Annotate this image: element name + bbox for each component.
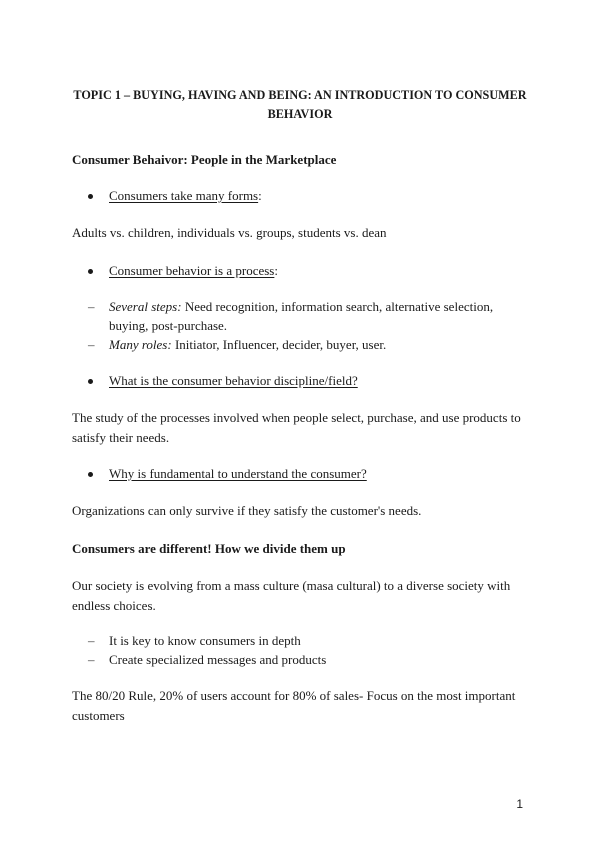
dash-marker: – (88, 299, 95, 314)
paragraph-80-20-rule: The 80/20 Rule, 20% of users account for 80% of sales- Focus on the most important customers (72, 688, 516, 723)
dash-item-text: Many roles: Initiator, Influencer, decider, buyer, user. (109, 337, 387, 352)
bullet-dot (88, 269, 93, 274)
paragraph-organizations-survive: Organizations can only survive if they satisfy the customer's needs. (72, 503, 422, 518)
bullet-dot (88, 379, 93, 384)
dash-item-text: Several steps: Need recognition, information search, alternative selection, buying, post-purchase. (109, 299, 494, 333)
dash-marker: – (88, 337, 95, 352)
document-title: TOPIC 1 – BUYING, HAVING AND BEING: AN INTRODUCTION TO CONSUMER BEHAVIOR (73, 88, 527, 121)
paragraph-society-evolving: Our society is evolving from a mass culture (masa cultural) to a diverse society with endless choices. (72, 578, 511, 613)
page-number: 1 (516, 797, 523, 811)
dash-item-text: Create specialized messages and products (109, 652, 327, 667)
dash-item-text: It is key to know consumers in depth (109, 633, 301, 648)
dash-marker: – (88, 652, 95, 667)
dash-marker: – (88, 633, 95, 648)
section-heading-consumers-different: Consumers are different! How we divide them up (72, 541, 346, 556)
bullet-text: Consumer behavior is a process: (109, 263, 278, 278)
bullet-text: Why is fundamental to understand the consumer? (109, 466, 367, 481)
bullet-dot (88, 472, 93, 477)
section-heading-consumer-behavior: Consumer Behaivor: People in the Marketplace (72, 152, 337, 167)
bullet-dot (88, 194, 93, 199)
bullet-text: What is the consumer behavior discipline/field? (109, 373, 358, 388)
paragraph-consumer-forms: Adults vs. children, individuals vs. groups, students vs. dean (72, 225, 387, 240)
paragraph-discipline-definition: The study of the processes involved when people select, purchase, and use products to satisfy their needs. (72, 410, 521, 445)
bullet-text: Consumers take many forms: (109, 188, 262, 203)
